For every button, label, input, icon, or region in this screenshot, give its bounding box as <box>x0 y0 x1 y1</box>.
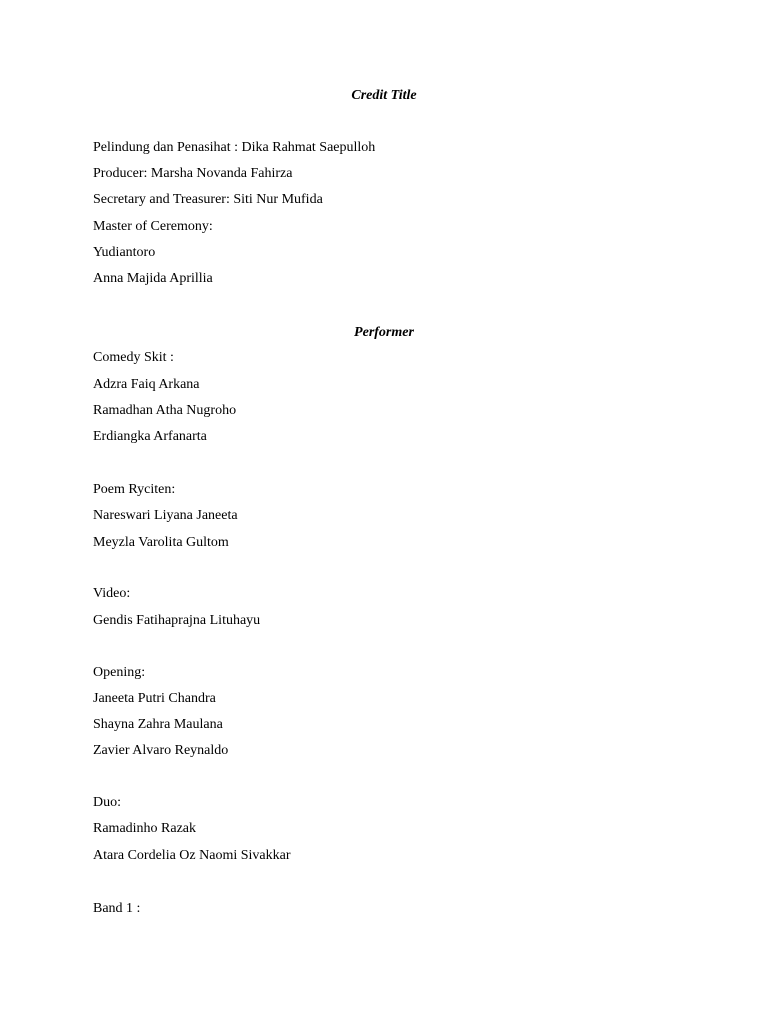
credit-title-heading: Credit Title <box>351 88 417 103</box>
comedy-name: Erdiangka Arfanarta <box>93 429 207 444</box>
video-name: Gendis Fatihaprajna Lituhayu <box>93 613 261 628</box>
opening-label: Opening: <box>93 665 146 680</box>
video-label: Video: <box>93 586 131 601</box>
poem-name: Nareswari Liyana Janeeta <box>93 508 238 523</box>
crew-line-mc-name-1: Yudiantoro <box>93 245 156 260</box>
comedy-name: Ramadhan Atha Nugroho <box>93 403 237 418</box>
crew-line-mc-label: Master of Ceremony: <box>93 219 213 234</box>
crew-line-mc-name-2: Anna Majida Aprillia <box>93 271 213 286</box>
duo-label: Duo: <box>93 795 121 810</box>
comedy-name: Adzra Faiq Arkana <box>93 377 200 392</box>
opening-name: Zavier Alvaro Reynaldo <box>93 743 229 758</box>
opening-name: Janeeta Putri Chandra <box>93 691 216 706</box>
crew-line-producer: Producer: Marsha Novanda Fahirza <box>93 166 293 181</box>
duo-name: Atara Cordelia Oz Naomi Sivakkar <box>93 848 291 863</box>
band1-label: Band 1 : <box>93 901 141 916</box>
crew-line-protector: Pelindung dan Penasihat : Dika Rahmat Saepulloh <box>93 140 376 155</box>
poem-name: Meyzla Varolita Gultom <box>93 535 229 550</box>
performer-heading: Performer <box>354 325 414 340</box>
crew-line-secretary: Secretary and Treasurer: Siti Nur Mufida <box>93 192 323 207</box>
comedy-label: Comedy Skit : <box>93 350 174 365</box>
poem-label: Poem Ryciten: <box>93 482 176 497</box>
opening-name: Shayna Zahra Maulana <box>93 717 223 732</box>
duo-name: Ramadinho Razak <box>93 821 197 836</box>
